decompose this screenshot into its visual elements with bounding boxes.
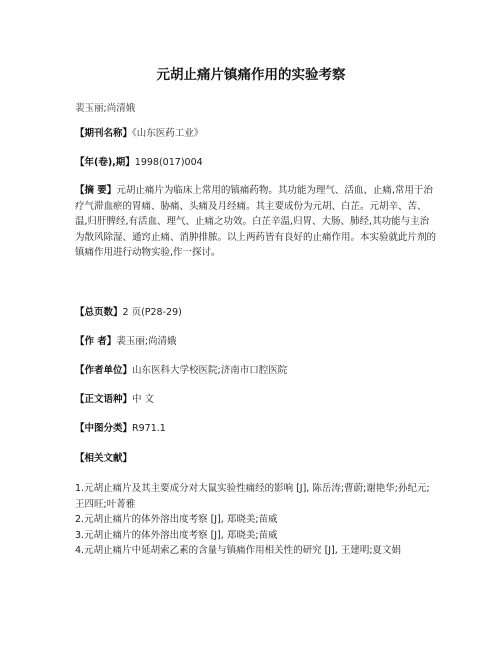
language-label: 【正文语种】 xyxy=(75,394,133,405)
classification-field xyxy=(75,421,440,437)
affiliation-field xyxy=(75,363,440,379)
pages-value: 2 页(P28-29) xyxy=(122,307,182,318)
authors-line: 裴玉丽;尚清娥 xyxy=(75,103,136,114)
reference-item[interactable]: 2.元胡止痛片的体外溶出度考察 [J], 郑晓美;苗威 xyxy=(75,514,278,525)
affiliation-value: 山东医科大学校医院;济南市口腔医院 xyxy=(132,365,288,376)
reference-list xyxy=(75,481,437,559)
reference-item[interactable]: 1.元胡止痛片及其主要成分对大鼠实验性痛经的影响 [J], 陈岳涛;曹蔚;谢艳华;孙纪元;王四旺;叶菁雅 xyxy=(75,483,430,510)
abstract-field xyxy=(75,183,437,261)
language-value: 中 文 xyxy=(132,394,155,405)
classification-value: R971.1 xyxy=(132,423,166,434)
abstract-value: 元胡止痛片为临床上常用的镇痛药物。其功能为理气、活血、止痛,常用于治疗气滞血瘀的胃痛、胁痛、头痛及月经痛。其主要成份为元胡、白芷。元胡辛、苦、温,归肝脾经,有活血、理气、止痛之功效。白芷辛温,归胃、大肠、肺经,其功能与主治为散风除湿、通窍止痛、消肿排脓。以上两药皆有良好的止痛作用。本实验就此片剂的镇痛作用进行动物实验,作一探讨。 xyxy=(75,185,437,258)
reference-item[interactable]: 4.元胡止痛片中延胡索乙素的含量与镇痛作用相关性的研究 [J], 王建明;夏文娟 xyxy=(75,545,402,556)
affiliation-label: 【作者单位】 xyxy=(75,365,133,376)
year-issue-field xyxy=(75,155,440,171)
journal-field xyxy=(75,126,440,142)
related-literature-heading xyxy=(75,451,440,467)
abstract-label: 【摘 要】 xyxy=(75,185,117,196)
author-label: 【作 者】 xyxy=(75,336,117,347)
related-label: 【相关文献】 xyxy=(75,453,133,464)
classification-label: 【中图分类】 xyxy=(75,423,133,434)
reference-item[interactable]: 3.元胡止痛片的体外溶出度考察 [J], 郑晓美;苗威 xyxy=(75,529,278,541)
language-field xyxy=(75,392,440,408)
pages-field xyxy=(75,305,440,321)
page-title: 元胡止痛片镇痛作用的实验考察 xyxy=(156,67,346,83)
pages-label: 【总页数】 xyxy=(75,307,123,318)
author-value: 裴玉丽;尚清娥 xyxy=(116,336,177,347)
journal-value: 《山东医药工业》 xyxy=(132,128,204,139)
year-issue-value: 1998(017)004 xyxy=(134,157,203,168)
journal-label: 【期刊名称】 xyxy=(75,128,133,139)
author-field xyxy=(75,334,440,350)
year-issue-label: 【年(卷),期】 xyxy=(75,157,135,168)
